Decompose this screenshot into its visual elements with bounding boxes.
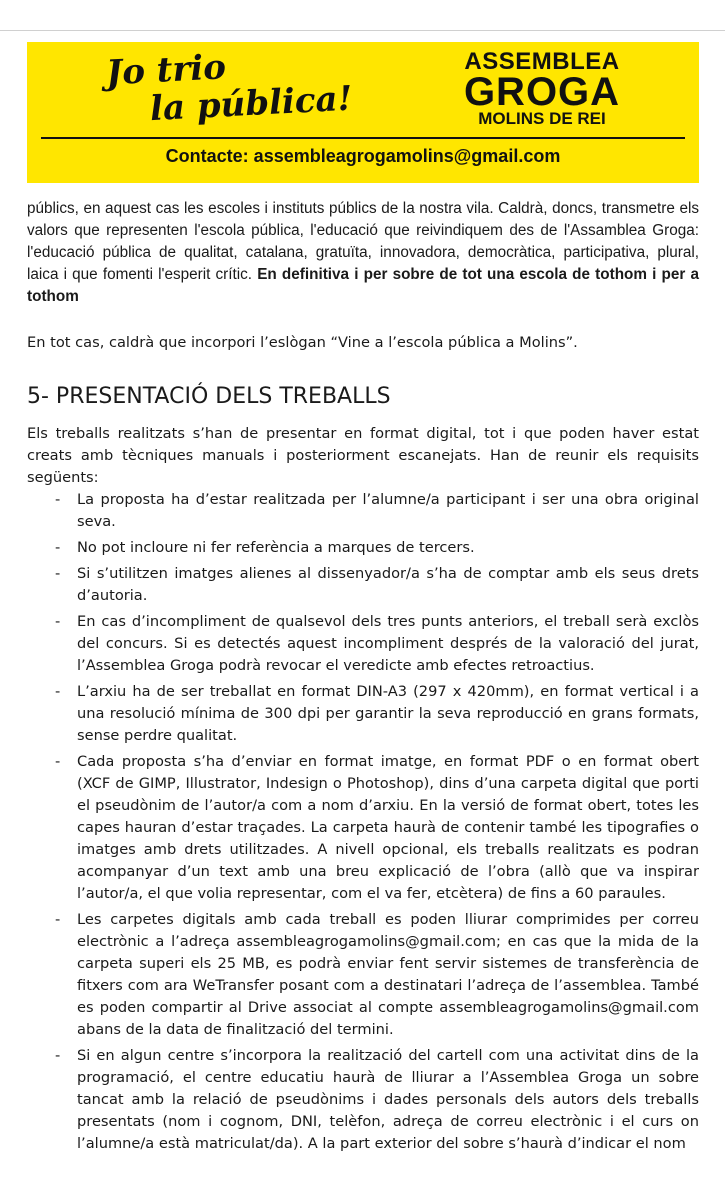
list-item: - Cada proposta s’ha d’enviar en format imatge, en format PDF o en format obert (XCF de GIMP, Illustrator, Indesign o Photoshop), dins d’una carpeta digital que porti el pseudònim de l’autor/a com a nom d’arxiu. En la versió de format obert, totes les capes hauran d’estar traçades. La carpeta haurà de contenir també les tipografies o imatges amb drets utilitzades. A nivell opcional, els treballs realitzats es podran acompanyar d’un text amb una breu explicació de l’obra (allò que va inspirar l’autor/a, el que volia representar, com el va fer, etcètera) de fins a 60 paraules. — [55, 753, 699, 902]
contact-line: Contacte: assembleagrogamolins@gmail.com — [165, 146, 561, 166]
list-item: - En cas d’incompliment de qualsevol dels tres punts anteriors, el treball serà exclòs del concurs. Si es detectés aquest incompliment després de la valoració del jurat, l’Assemblea Groga podrà revocar el veredicte amb efectes retroactius. — [55, 613, 699, 674]
banner-divider — [41, 137, 685, 139]
dash-bullet: - — [55, 1047, 61, 1064]
intro-paragraph-text: públics, en aquest cas les escoles i instituts públics de la nostra vila. Caldrà, doncs, transmetre els valors que representen l'escola pública, l'educació que reivindiquem des de l'Assamblea Groga: l'educació pública de qualitat, catalana, gratuïta, innovadora, democràtica, participativa, plural, laica i que fomenti l'esperit crític. — [27, 200, 699, 283]
assemblea-groga-logo — [447, 50, 637, 128]
logo-line-1: ASSEMBLEA — [464, 48, 620, 75]
section-body — [27, 423, 699, 1159]
section-title: 5- PRESENTACIÓ DELS TREBALLS — [27, 384, 391, 409]
slogan-requirement: En tot cas, caldrà que incorpori l’eslògan “Vine a l’escola pública a Molins”. — [27, 334, 578, 351]
logo-line-2: GROGA — [463, 70, 621, 114]
list-item: - No pot incloure ni fer referència a marques de tercers. — [27, 537, 699, 559]
dash-bullet: - — [55, 539, 61, 556]
list-item: - Si en algun centre s’incorpora la realització del cartell com una activitat dins de la programació, el centre educatiu haurà de lliurar a l’Assemblea Groga un sobre tancat amb la relació de pseudònims i dades personals dels autors dels treballs presentats (nom i cognom, DNI, telèfon, adreça de correu electrònic i el curs on l’alumne/a està matriculat/da). A la part exterior del sobre s’haurà d’indicar el nom — [55, 1047, 699, 1152]
list-item: - Si s’utilitzen imatges alienes al dissenyador/a s’ha de comptar amb els seus drets d’autoria. — [55, 565, 699, 604]
section-intro: Els treballs realitzats s’han de presentar en format digital, tot i que poden haver estat creats amb tècniques manuals i posteriorment escanejats. Han de reunir els requisits següents: — [27, 425, 699, 486]
dash-bullet: - — [55, 753, 61, 770]
list-item: - Les carpetes digitals amb cada treball es poden lliurar comprimides per correu electrònic a l’adreça assembleagrogamolins@gmail.com; en cas que la mida de la carpeta superi els 25 MB, es podrà enviar fent servir sistemes de transferència de fitxers com ara WeTransfer posant com a destinatari l’adreça de l’assemblea. També es poden compartir al Drive associat al compte assembleagrogamolins@gmail.com abans de la data de finalització del termini. — [55, 911, 699, 1038]
list-item: - La proposta ha d’estar realitzada per l’alumne/a participant i ser una obra original seva. — [55, 491, 699, 530]
logo-line-3: MOLINS DE REI — [478, 109, 606, 128]
page-top-divider — [0, 30, 725, 31]
dash-bullet: - — [55, 491, 61, 508]
slogan-line-1: Jo trio — [105, 47, 227, 94]
intro-paragraph-bold: En definitiva i per sobre de tot una escola de tothom i per a tothom — [27, 266, 699, 305]
slogan-line-2: la pública! — [149, 78, 354, 130]
slogan-handwritten — [105, 42, 353, 131]
dash-bullet: - — [55, 683, 61, 700]
header-banner — [27, 42, 699, 183]
dash-bullet: - — [55, 613, 61, 630]
dash-bullet: - — [55, 565, 61, 582]
dash-bullet: - — [55, 911, 61, 928]
intro-paragraph — [27, 198, 699, 308]
requirements-list — [27, 489, 699, 1155]
list-item: - L’arxiu ha de ser treballat en format DIN-A3 (297 x 420mm), en format vertical i a una resolució mínima de 300 dpi per garantir la seva reproducció en grans formats, sense perdre qualitat. — [55, 683, 699, 744]
